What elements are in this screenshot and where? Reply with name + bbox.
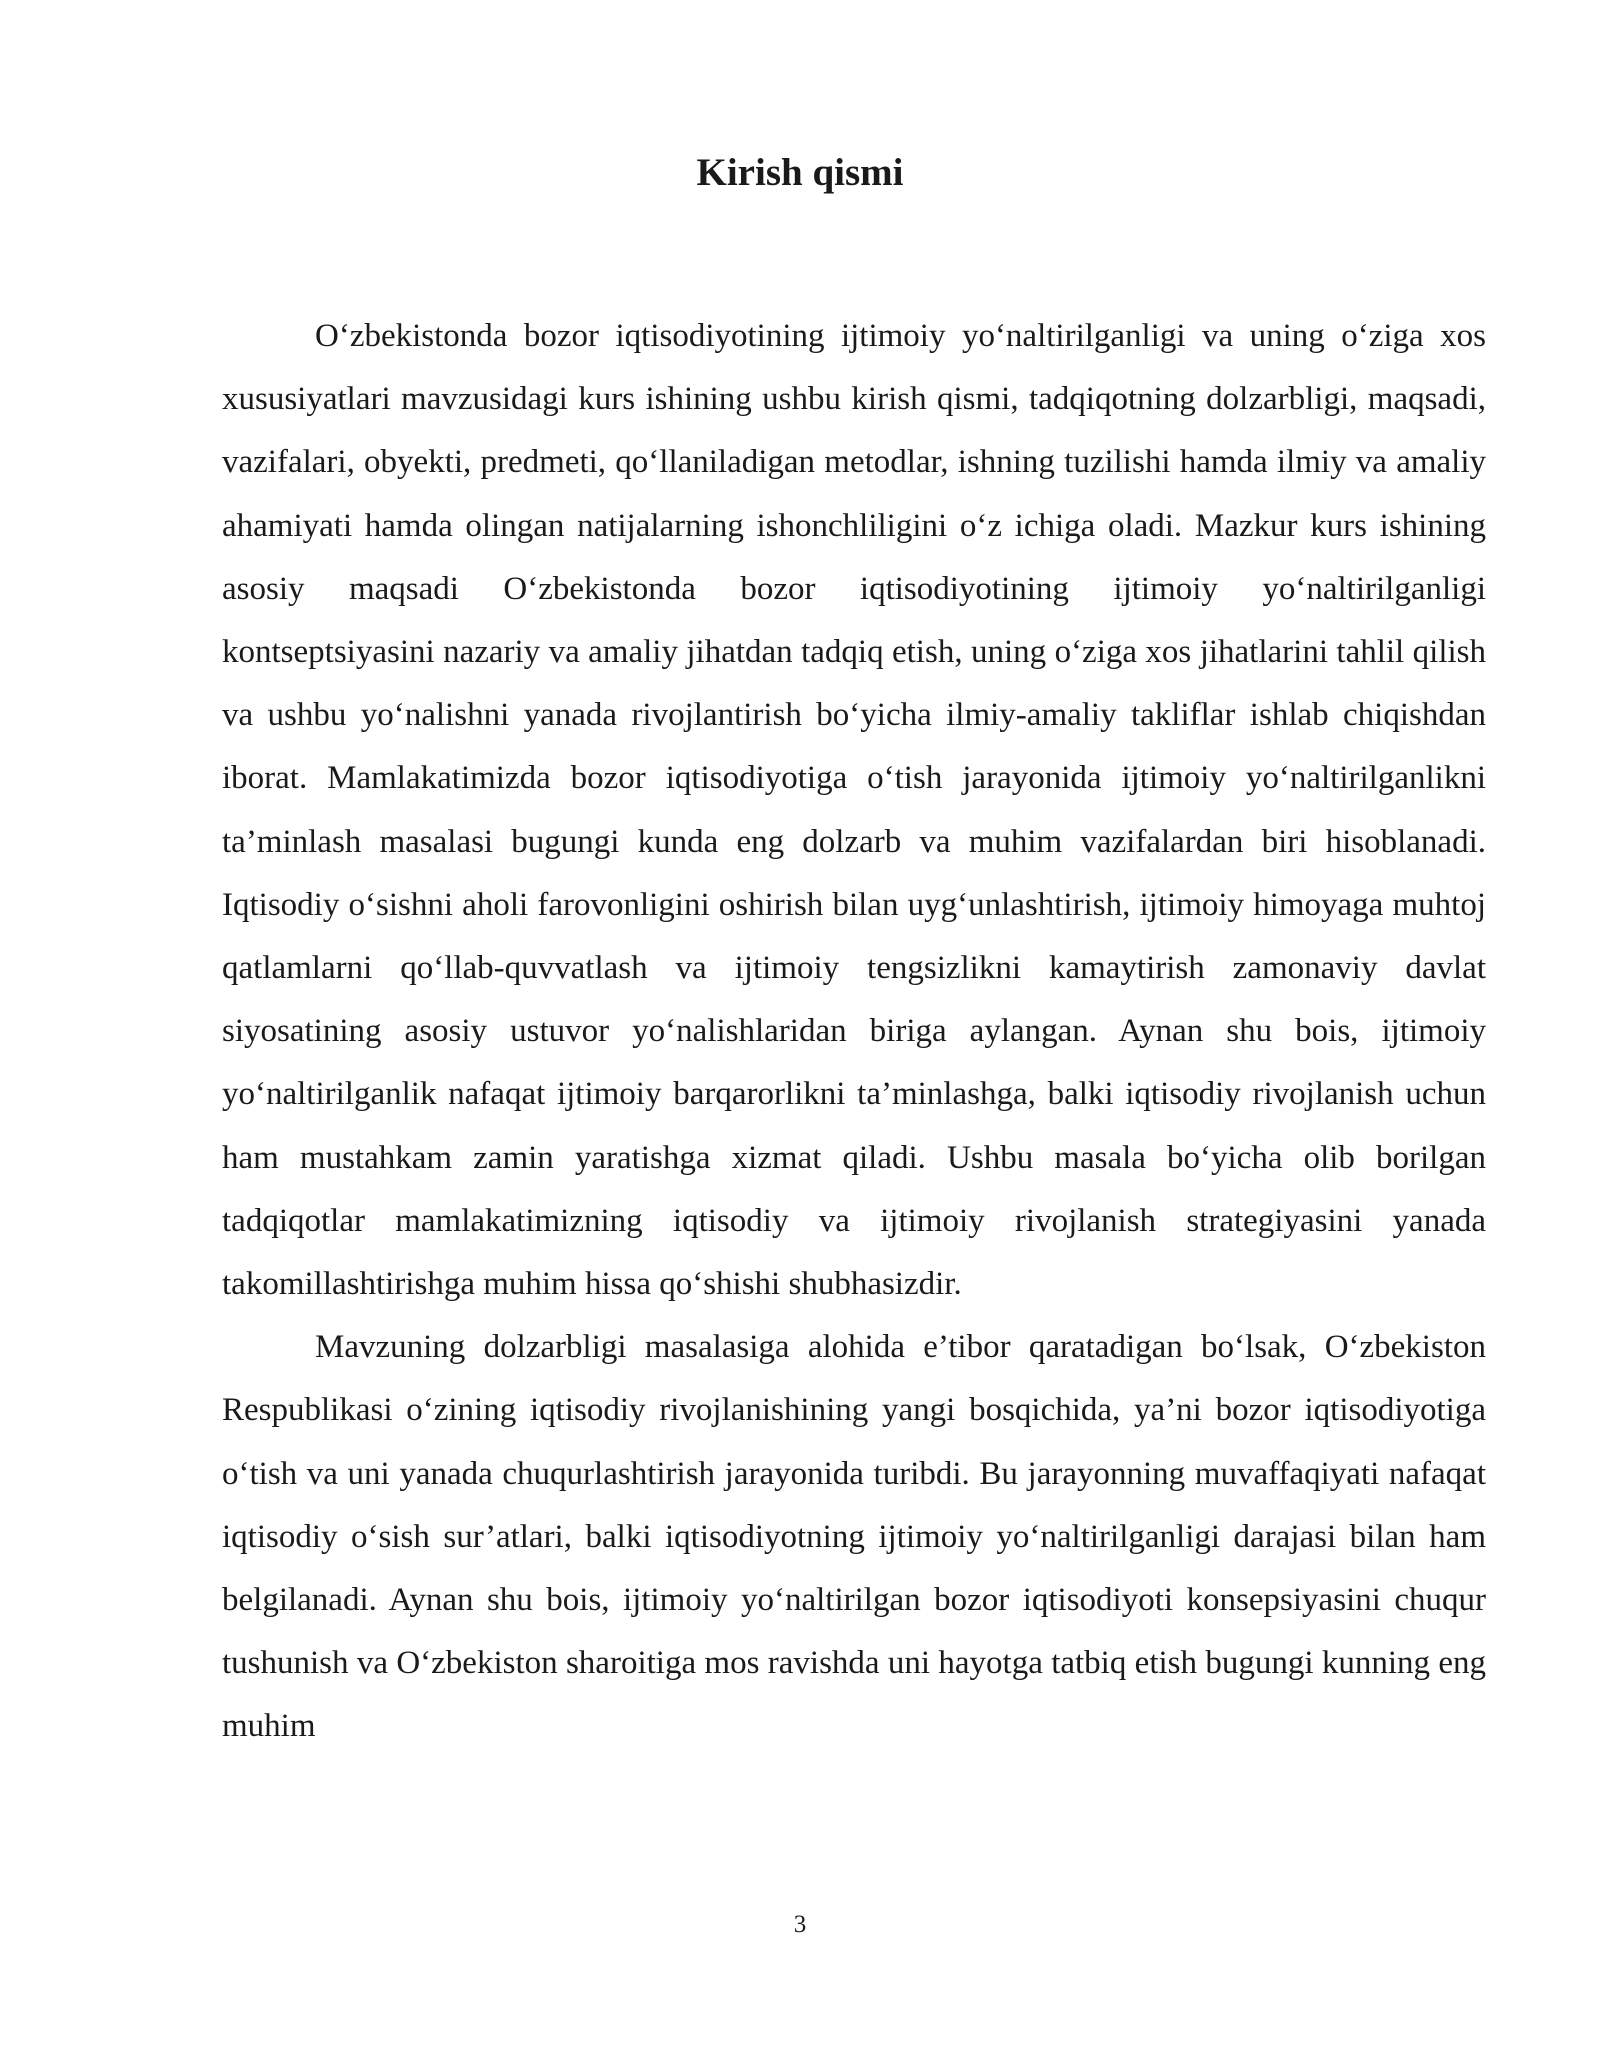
paragraph-2: Mavzuning dolzarbligi masalasiga alohida e’tibor qaratadigan bo‘lsak, O‘zbekiston Respublikasi o‘zining iqtisodiy rivojlanishining yangi bosqichida, ya’ni bozor iqtisodiyotiga o‘tish va uni yanada chuqurlashtirish jarayonida turibdi. Bu jarayonning muvaffaqiyati nafaqat iqtisodiy o‘sish sur’atlari, balki iqtisodiyotning ijtimoiy yo‘naltirilganligi darajasi bilan ham belgilanadi. Aynan shu bois, ijtimoiy yo‘naltirilgan bozor iqtisodiyoti konsepsiyasini chuqur tushunish va O‘zbekiston sharoitiga mos ravishda uni hayotga tatbiq etish bugungi kunning eng muhim: [222, 1329, 1486, 1745]
page-number: 3: [793, 1911, 807, 1938]
body-text: [222, 305, 1486, 1759]
paragraph-1: O‘zbekistonda bozor iqtisodiyotining ijtimoiy yo‘naltirilganligi va uning o‘ziga xos xususiyatlari mavzusidagi kurs ishining ushbu kirish qismi, tadqiqotning dolzarbligi, maqsadi, vazifalari, obyekti, predmeti, qo‘llaniladigan metodlar, ishning tuzilishi hamda ilmiy va amaliy ahamiyati hamda olingan natijalarning ishonchliligini o‘z ichiga oladi. Mazkur kurs ishining asosiy maqsadi O‘zbekistonda bozor iqtisodiyotining ijtimoiy yo‘naltirilganligi kontseptsiyasini nazariy va amaliy jihatdan tadqiq etish, uning o‘ziga xos jihatlarini tahlil qilish va ushbu yo‘nalishni yanada rivojlantirish bo‘yicha ilmiy-amaliy takliflar ishlab chiqishdan iborat. Mamlakatimizda bozor iqtisodiyotiga o‘tish jarayonida ijtimoiy yo‘naltirilganlikni ta’minlash masalasi bugungi kunda eng dolzarb va muhim vazifalardan biri hisoblanadi. Iqtisodiy o‘sishni aholi farovonligini oshirish bilan uyg‘unlashtirish, ijtimoiy himoyaga muhtoj qatlamlarni qo‘llab-quvvatlash va ijtimoiy tengsizlikni kamaytirish zamonaviy davlat siyosatining asosiy ustuvor yo‘nalishlaridan biriga aylangan. Aynan shu bois, ijtimoiy yo‘naltirilganlik nafaqat ijtimoiy barqarorlikni ta’minlashga, balki iqtisodiy rivojlanish uchun ham mustahkam zamin yaratishga xizmat qiladi. Ushbu masala bo‘yicha olib borilgan tadqiqotlar mamlakatimizning iqtisodiy va ijtimoiy rivojlanish strategiyasini yanada takomillashtirishga muhim hissa qo‘shishi shubhasizdir.: [222, 318, 1486, 1303]
page-title: Kirish qismi: [696, 151, 904, 194]
